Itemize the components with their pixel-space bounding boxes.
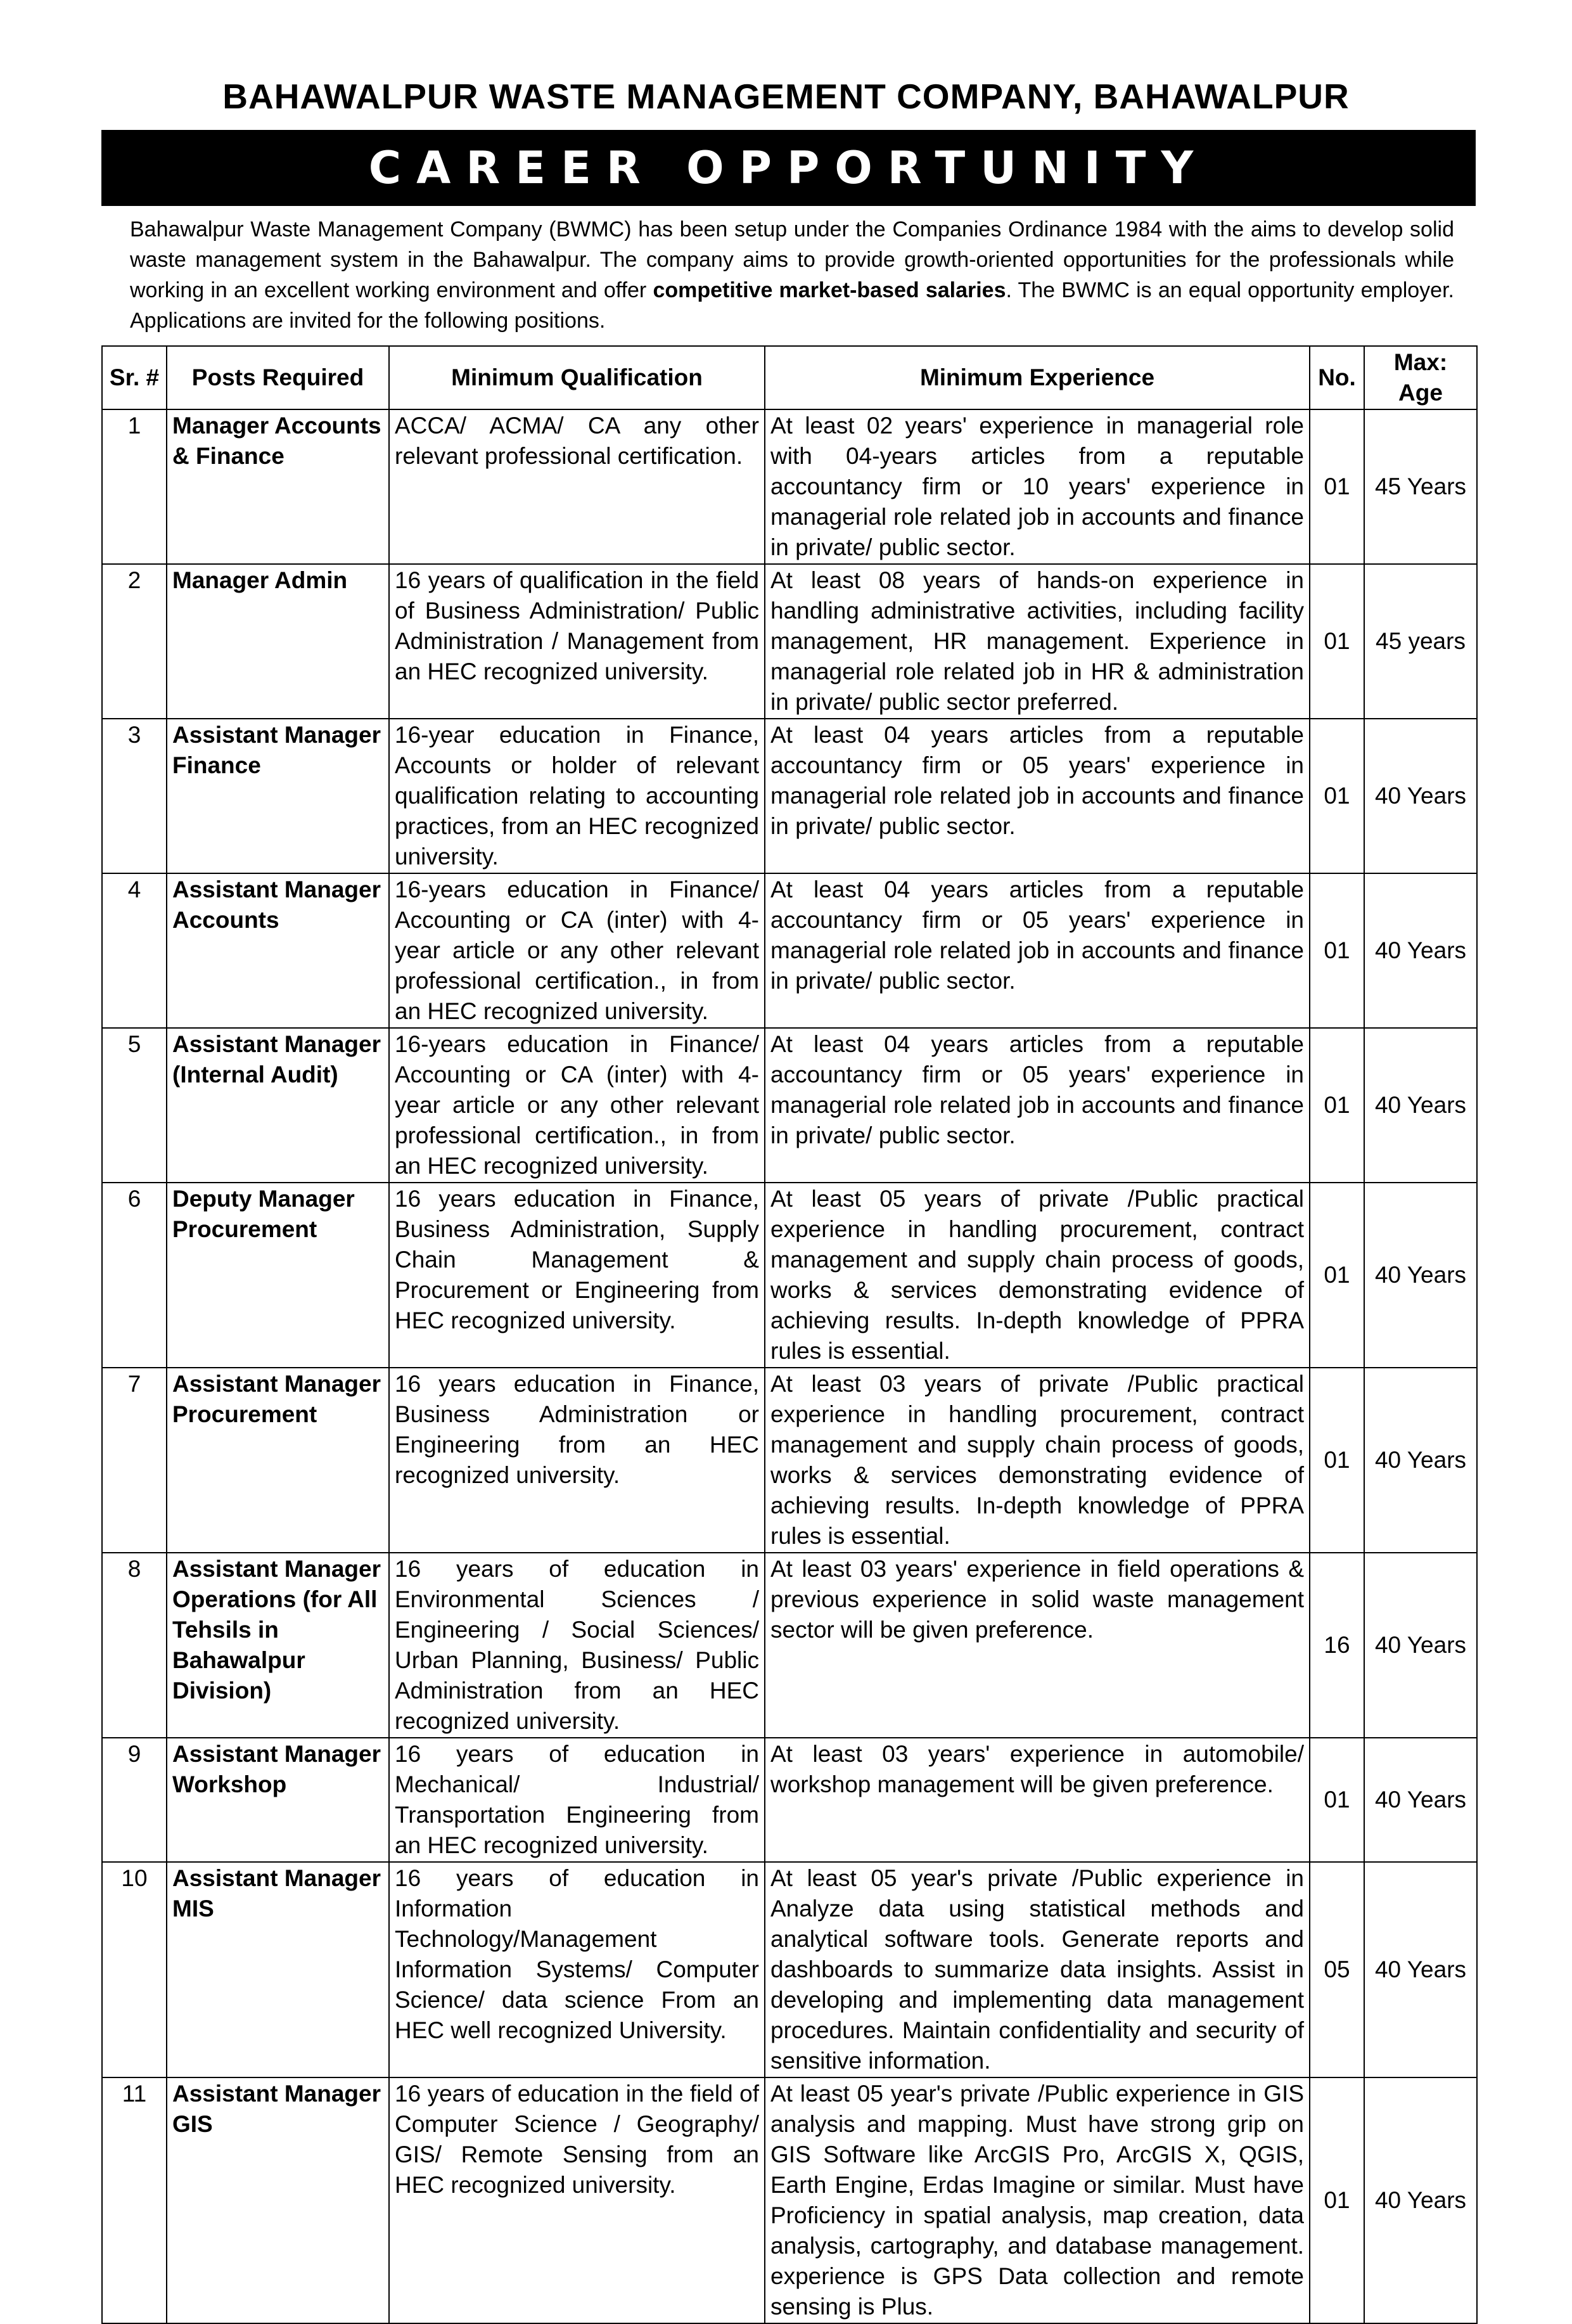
row-qualification: 16-years education in Finance/ Accounting or CA (inter) with 4-year article or any other relevant professional certification., in from an HEC recognized university. [389, 873, 765, 1028]
table-row [102, 873, 1477, 1028]
row-post: Assistant Manager (Internal Audit) [167, 1028, 389, 1183]
row-sr: 10 [102, 1862, 167, 2077]
row-sr: 4 [102, 873, 167, 1028]
row-experience: At least 05 year's private /Public experience in Analyze data using statistical methods and analytical software tools. Generate reports and dashboards to summarize data insights. Assist in developing and implementing data management procedures. Maintain confidentiality and security of sensitive information. [765, 1862, 1310, 2077]
table-row [102, 1368, 1477, 1553]
row-age: 40 Years [1364, 2077, 1477, 2323]
row-age: 40 Years [1364, 1553, 1477, 1738]
row-age: 40 Years [1364, 1028, 1477, 1183]
row-no: 01 [1310, 1368, 1364, 1553]
row-age: 40 Years [1364, 1368, 1477, 1553]
row-no: 01 [1310, 1738, 1364, 1862]
row-age: 40 Years [1364, 1738, 1477, 1862]
positions-table [101, 345, 1478, 2324]
row-post: Manager Admin [167, 564, 389, 719]
table-row [102, 409, 1477, 564]
row-sr: 9 [102, 1738, 167, 1862]
row-experience: At least 04 years articles from a reputable accountancy firm or 05 years' experience in managerial role related job in accounts and finance in private/ public sector. [765, 873, 1310, 1028]
row-no: 01 [1310, 409, 1364, 564]
row-experience: At least 04 years articles from a reputable accountancy firm or 05 years' experience in managerial role related job in accounts and finance in private/ public sector. [765, 1028, 1310, 1183]
row-post: Assistant Manager GIS [167, 2077, 389, 2323]
row-experience: At least 02 years' experience in managerial role with 04-years articles from a reputable accountancy firm or 10 years' experience in managerial role related job in accounts and finance in private/ public sector. [765, 409, 1310, 564]
row-experience: At least 08 years of hands-on experience in handling administrative activities, including facility management, HR management. Experience in managerial role related job in HR & administration in private/ public sector preferred. [765, 564, 1310, 719]
row-post: Assistant Manager Workshop [167, 1738, 389, 1862]
row-qualification: 16 years education in Finance, Business Administration, Supply Chain Management & Procurement or Engineering from HEC recognized university. [389, 1183, 765, 1368]
row-age: 40 Years [1364, 1183, 1477, 1368]
row-qualification: 16 years of education in the field of Computer Science / Geography/ GIS/ Remote Sensing from an HEC recognized university. [389, 2077, 765, 2323]
row-sr: 11 [102, 2077, 167, 2323]
table-row [102, 1028, 1477, 1183]
row-experience: At least 03 years' experience in field operations & previous experience in solid waste management sector will be given preference. [765, 1553, 1310, 1738]
row-qualification: ACCA/ ACMA/ CA any other relevant professional certification. [389, 409, 765, 564]
row-post: Assistant Manager Procurement [167, 1368, 389, 1553]
row-post: Manager Accounts & Finance [167, 409, 389, 564]
row-no: 01 [1310, 2077, 1364, 2323]
table-row [102, 564, 1477, 719]
row-qualification: 16 years of education in Environmental Sciences / Engineering / Social Sciences/ Urban Planning, Business/ Public Administration from an HEC recognized university. [389, 1553, 765, 1738]
career-opportunity-banner: CAREER OPPORTUNITY [101, 130, 1476, 206]
row-experience: At least 03 years of private /Public practical experience in handling procurement, contract management and supply chain process of goods, works & services demonstrating evidence of achieving results. In-depth knowledge of PPRA rules is essential. [765, 1368, 1310, 1553]
row-sr: 1 [102, 409, 167, 564]
row-qualification: 16-years education in Finance/ Accounting or CA (inter) with 4-year article or any other relevant professional certification., in from an HEC recognized university. [389, 1028, 765, 1183]
row-post: Assistant Manager Accounts [167, 873, 389, 1028]
row-sr: 8 [102, 1553, 167, 1738]
row-sr: 7 [102, 1368, 167, 1553]
table-body [102, 409, 1477, 2323]
table-row [102, 719, 1477, 873]
header-experience: Minimum Experience [765, 346, 1310, 409]
row-no: 16 [1310, 1553, 1364, 1738]
table-row [102, 1183, 1477, 1368]
row-no: 01 [1310, 564, 1364, 719]
company-title: BAHAWALPUR WASTE MANAGEMENT COMPANY, BAHAWALPUR [222, 77, 1350, 116]
row-sr: 3 [102, 719, 167, 873]
table-row [102, 2077, 1477, 2323]
table-row [102, 1738, 1477, 1862]
row-experience: At least 04 years articles from a reputable accountancy firm or 05 years' experience in managerial role related job in accounts and finance in private/ public sector. [765, 719, 1310, 873]
header-sr: Sr. # [102, 346, 167, 409]
row-post: Assistant Manager MIS [167, 1862, 389, 2077]
row-qualification: 16 years of education in Mechanical/ Industrial/ Transportation Engineering from an HEC recognized university. [389, 1738, 765, 1862]
header-no: No. [1310, 346, 1364, 409]
row-sr: 6 [102, 1183, 167, 1368]
row-sr: 5 [102, 1028, 167, 1183]
row-no: 01 [1310, 719, 1364, 873]
row-age: 40 Years [1364, 873, 1477, 1028]
header-post: Posts Required [167, 346, 389, 409]
row-qualification: 16-year education in Finance, Accounts or holder of relevant qualification relating to accounting practices, from an HEC recognized university. [389, 719, 765, 873]
intro-text-after: . The BWMC is an equal opportunity employer. Applications are invited for the following positions. [130, 278, 1454, 333]
row-age: 40 Years [1364, 719, 1477, 873]
header-age: Max: Age [1364, 346, 1477, 409]
row-age: 45 years [1364, 564, 1477, 719]
row-no: 01 [1310, 1183, 1364, 1368]
row-sr: 2 [102, 564, 167, 719]
row-qualification: 16 years of qualification in the field of Business Administration/ Public Administration / Management from an HEC recognized university. [389, 564, 765, 719]
row-experience: At least 03 years' experience in automobile/ workshop management will be given preference. [765, 1738, 1310, 1862]
row-qualification: 16 years of education in Information Technology/Management Information Systems/ Computer Science/ data science From an HEC well recognized University. [389, 1862, 765, 2077]
intro-bold-salaries: competitive market-based salaries [653, 278, 1006, 302]
table-header-row [102, 346, 1477, 409]
row-post: Assistant Manager Operations (for All Tehsils in Bahawalpur Division) [167, 1553, 389, 1738]
row-no: 01 [1310, 1028, 1364, 1183]
row-post: Assistant Manager Finance [167, 719, 389, 873]
header-qualification: Minimum Qualification [389, 346, 765, 409]
row-age: 40 Years [1364, 1862, 1477, 2077]
row-qualification: 16 years education in Finance, Business Administration or Engineering from an HEC recognized university. [389, 1368, 765, 1553]
row-age: 45 Years [1364, 409, 1477, 564]
row-no: 05 [1310, 1862, 1364, 2077]
row-experience: At least 05 years of private /Public practical experience in handling procurement, contract management and supply chain process of goods, works & services demonstrating evidence of achieving results. In-depth knowledge of PPRA rules is essential. [765, 1183, 1310, 1368]
row-post: Deputy Manager Procurement [167, 1183, 389, 1368]
intro-paragraph [130, 214, 1454, 336]
table-row [102, 1862, 1477, 2077]
row-experience: At least 05 year's private /Public experience in GIS analysis and mapping. Must have strong grip on GIS Software like ArcGIS Pro, ArcGIS X, QGIS, Earth Engine, Erdas Imagine or similar. Must have Proficiency in spatial analysis, map creation, data analysis, cartography, and database management. experience is GPS Data collection and remote sensing is Plus. [765, 2077, 1310, 2323]
row-no: 01 [1310, 873, 1364, 1028]
intro-text-before: Bahawalpur Waste Management Company (BWMC) has been setup under the Companies Ordinance 1984 with the aims to develop solid waste management system in the Bahawalpur. The company aims to provide growth-oriented opportunities for the professionals while working in an excellent working environment and offer [130, 217, 1454, 302]
table-row [102, 1553, 1477, 1738]
